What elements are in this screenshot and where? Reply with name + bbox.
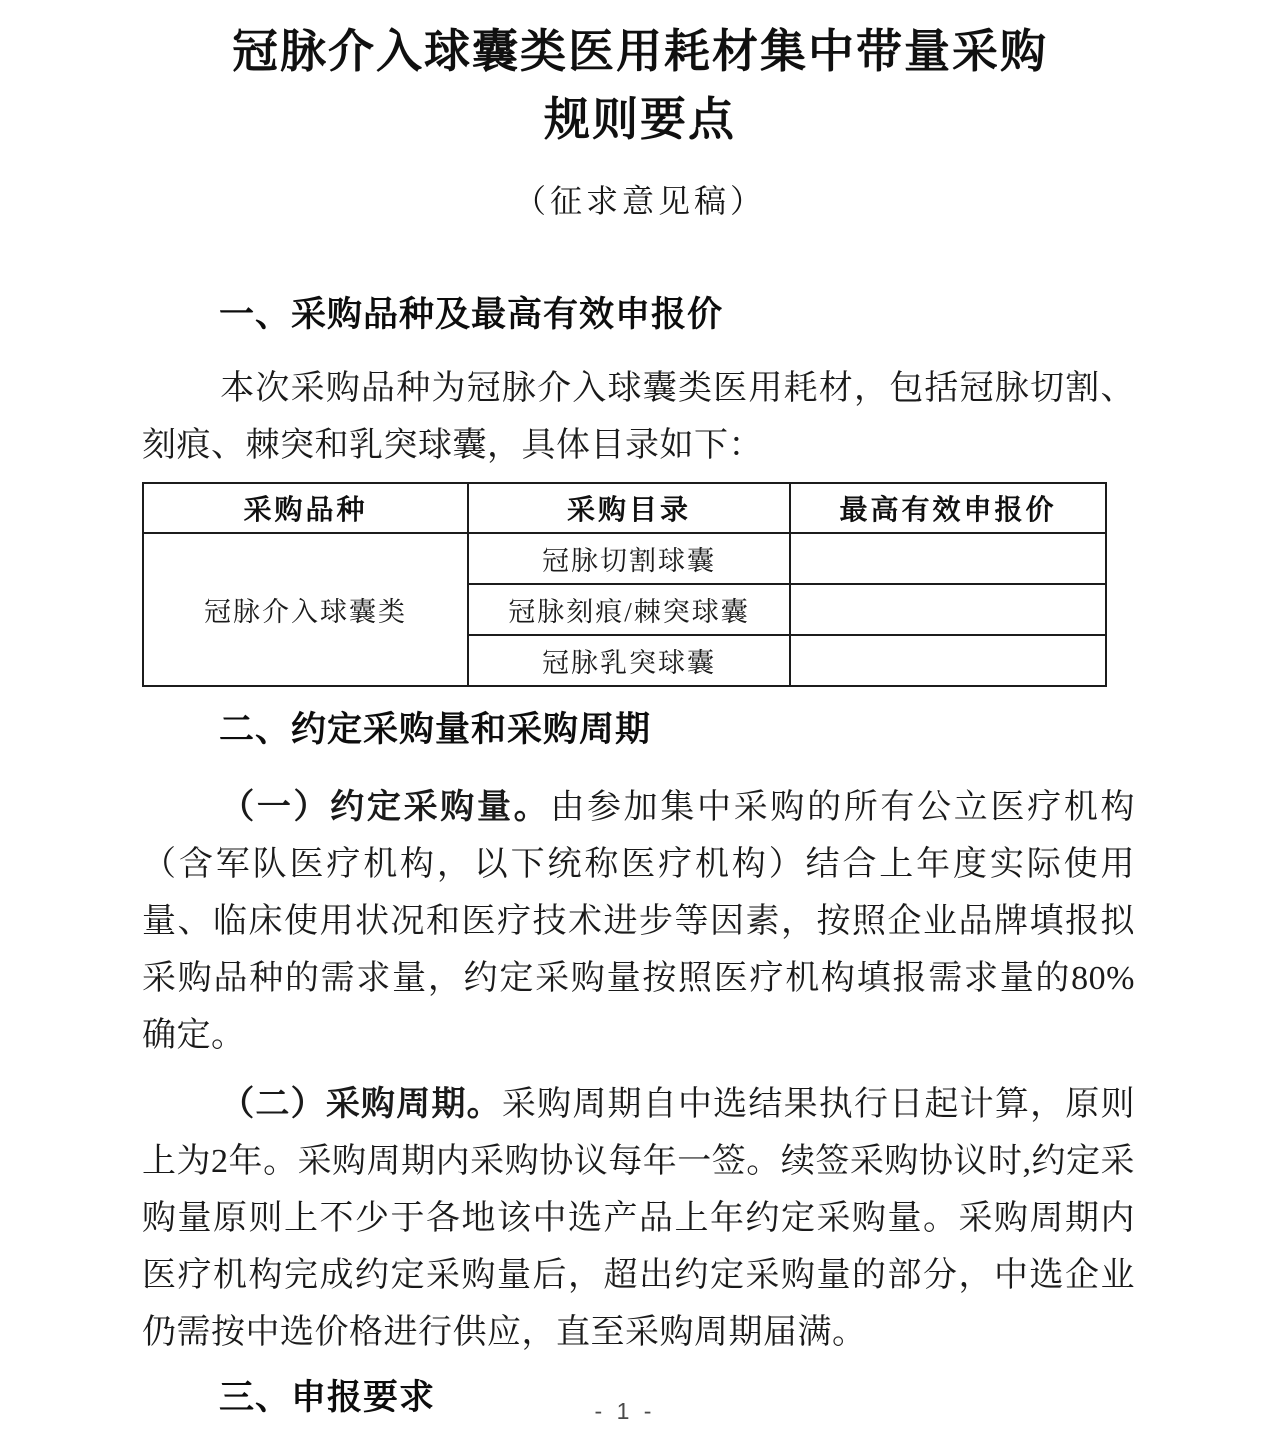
section2-paragraph-1 [142, 779, 1135, 1064]
section2-heading: 二、约定采购量和采购周期 [219, 710, 652, 749]
column-header-max-price: 最高有效申报价 [790, 483, 1106, 533]
cell-catalog-3: 冠脉乳突球囊 [468, 635, 790, 686]
column-header-catalog: 采购目录 [468, 483, 790, 533]
page-number: - 1 - [594, 1398, 656, 1424]
cell-catalog-1: 冠脉切割球囊 [468, 533, 790, 584]
procurement-catalog-table [142, 482, 1107, 687]
document-subtitle: （征求意见稿） [513, 183, 766, 219]
cell-category: 冠脉介入球囊类 [143, 533, 468, 686]
document-title [0, 0, 1280, 154]
section3-heading: 三、申报要求 [219, 1378, 436, 1417]
cell-price-2 [790, 584, 1106, 635]
table-header-row [143, 483, 1106, 533]
section1-heading: 一、采购品种及最高有效申报价 [219, 295, 724, 334]
document-body [0, 294, 1280, 1419]
column-header-variety: 采购品种 [143, 483, 468, 533]
document-title-line1: 冠脉介入球囊类医用耗材集中带量采购 [232, 26, 1048, 77]
section1-paragraph: 本次采购品种为冠脉介入球囊类医用耗材，包括冠脉切割、刻痕、棘突和乳突球囊，具体目录如下： [142, 370, 1135, 464]
section2-paragraph-1-lead: （一）约定采购量。 [220, 789, 551, 826]
document-title-line2: 规则要点 [544, 94, 736, 145]
section2-paragraph-2 [142, 1076, 1135, 1361]
section2-paragraph-2-text: 采购周期自中选结果执行日起计算，原则上为2年。采购周期内采购协议每年一签。续签采购协议时,约定采购量原则上不少于各地该中选产品上年约定采购量。采购周期内医疗机构完成约定采购量后，超出约定采购量的部分，中选企业仍需按中选价格进行供应，直至采购周期届满。 [142, 1086, 1136, 1351]
table-row [143, 533, 1106, 584]
cell-price-1 [790, 533, 1106, 584]
section2-paragraph-1-text: 由参加集中采购的所有公立医疗机构（含军队医疗机构，以下统称医疗机构）结合上年度实际使用量、临床使用状况和医疗技术进步等因素，按照企业品牌填报拟采购品种的需求量，约定采购量按照医疗机构填报需求量的80%确定。 [142, 789, 1136, 1054]
section2-paragraph-2-lead: （二）采购周期。 [220, 1086, 502, 1123]
cell-catalog-2: 冠脉刻痕/棘突球囊 [468, 584, 790, 635]
cell-price-3 [790, 635, 1106, 686]
